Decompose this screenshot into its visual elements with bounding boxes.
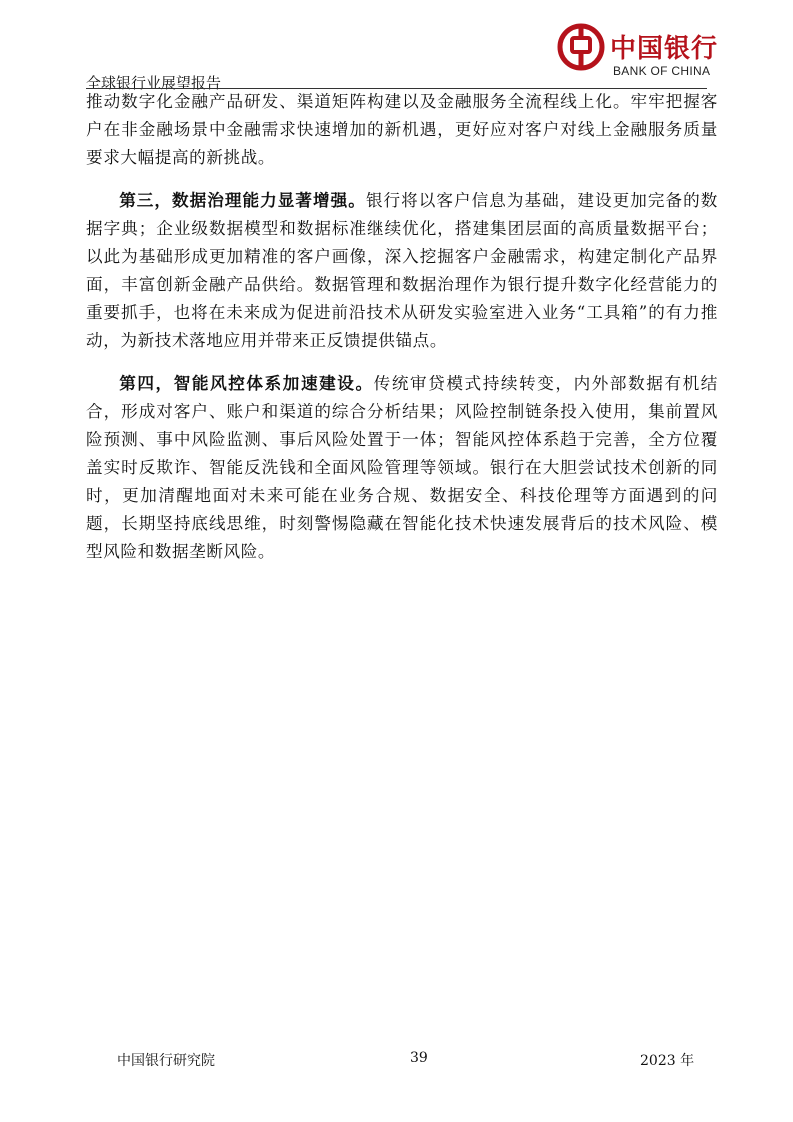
paragraph-risk-control bbox=[86, 369, 718, 566]
page-number: 39 bbox=[410, 1050, 428, 1066]
document-body bbox=[86, 88, 718, 566]
bank-of-china-emblem-icon bbox=[556, 22, 606, 72]
paragraph-lead: 第三，数据治理能力显著增强。 bbox=[119, 190, 366, 210]
footer-organization: 中国银行研究院 bbox=[117, 1053, 215, 1069]
footer-year: 2023 年 bbox=[640, 1053, 695, 1069]
logo-chinese-name: 中国银行 bbox=[610, 34, 719, 64]
paragraph-lead: 第四，智能风控体系加速建设。 bbox=[119, 373, 374, 393]
paragraph-continuation bbox=[86, 88, 718, 172]
paragraph-text: 推动数字化金融产品研发、渠道矩阵构建以及金融服务全流程线上化。牢牢把握客户在非金融场景中金融需求快速增加的新机遇，更好应对客户对线上金融服务质量要求大幅提高的新挑战。 bbox=[86, 92, 718, 167]
paragraph-text: 银行将以客户信息为基础，建设更加完备的数据字典；企业级数据模型和数据标准继续优化，搭建集团层面的高质量数据平台；以此为基础形成更加精准的客户画像，深入挖掘客户金融需求，构建定制化产品界面，丰富创新金融产品供给。数据管理和数据治理作为银行提升数字化经营能力的重要抓手，也将在未来成为促进前沿技术从研发实验室进入业务“工具箱”的有力推动，为新技术落地应用并带来正反馈提供锚点。 bbox=[86, 191, 718, 350]
paragraph-text: 传统审贷模式持续转变，内外部数据有机结合，形成对客户、账户和渠道的综合分析结果；风险控制链条投入使用，集前置风险预测、事中风险监测、事后风险处置于一体；智能风控体系趋于完善，全方位覆盖实时反欺诈、智能反洗钱和全面风险管理等领域。银行在大胆尝试技术创新的同时，更加清醒地面对未来可能在业务合规、数据安全、科技伦理等方面遇到的问题，长期坚持底线思维，时刻警惕隐藏在智能化技术快速发展背后的技术风险、模型风险和数据垄断风险。 bbox=[86, 374, 718, 561]
bank-of-china-logo bbox=[556, 20, 719, 86]
logo-english-name: BANK OF CHINA bbox=[613, 64, 711, 78]
paragraph-data-governance bbox=[86, 186, 718, 355]
report-title: 全球银行业展望报告 bbox=[86, 74, 222, 92]
